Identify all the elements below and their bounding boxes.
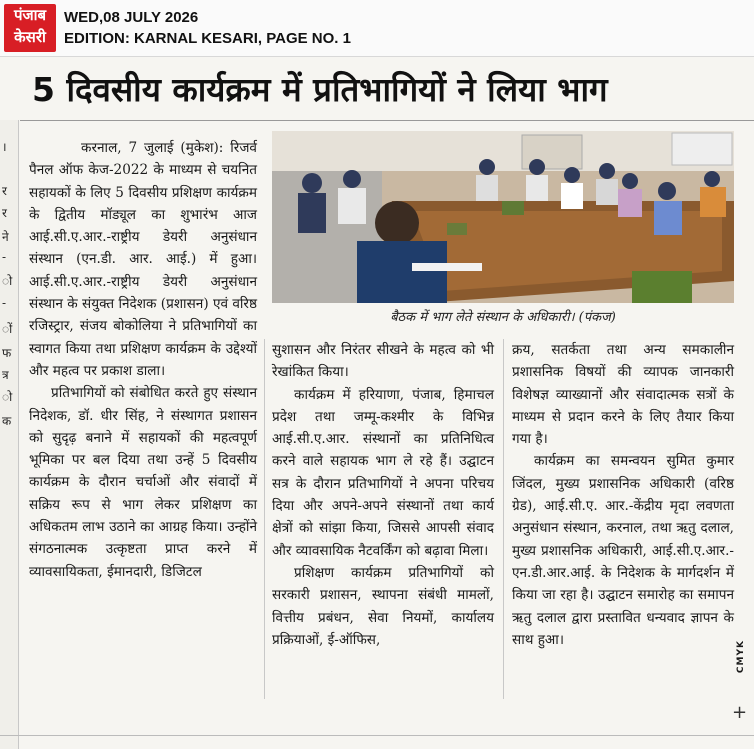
edition-date: WED,08 JULY 2026 xyxy=(64,9,199,26)
adjacent-article-strip: । र र ने - ो - ों फ त्र ो क xyxy=(0,120,19,749)
paragraph: करनाल, 7 जुलाई (मुकेश): रिजर्व पैनल ऑफ केज-2022 के माध्यम से चयनित सहायकों के लिए 5 दिवसीय प्रशिक्षण कार्यक्रम के द्वितीय मॉड्यूल का शुभारंभ आज आई.सी.ए.आर.-राष्ट्रीय डेयरी अनुसंधान संस्थान (एन.डी. आर. आई.) में हुआ। आई.सी.ए.आर.-राष्ट्रीय डेयरी अनुसंधान संस्थान के संयुक्त निदेशक (प्रशासन) एवं वरिष्ठ रजिस्ट्रार, संजय बोकोलिया ने प्रतिभागियों का स्वागत किया तथा प्रशिक्षण कार्यक्रम के उद्देश्यों और महत्व पर प्रकाश डाला। xyxy=(29,140,257,379)
paragraph: क्रय, सतर्कता तथा अन्य समकालीन प्रशासनिक विषयों की व्यापक जानकारी विशेषज्ञ व्याख्यानों और संवादात्मक सत्रों के माध्यम से प्रदान करने के लिए तैयार किया गया है। xyxy=(512,342,734,448)
paragraph: प्रशिक्षण कार्यक्रम प्रतिभागियों को सरकारी प्रशासन, स्थापना संबंधी मामलों, वित्तीय प्रबंधन, सेवा नियमों, कार्यालय प्रक्रियाओं, ई-ऑफिस, xyxy=(272,564,494,648)
column-divider xyxy=(264,339,265,699)
article-column-3 xyxy=(512,339,734,651)
edition-label: EDITION: KARNAL KESARI, PAGE NO. 1 xyxy=(64,30,351,47)
meeting-photo xyxy=(272,131,734,303)
meeting-photo-illustration xyxy=(272,131,734,303)
headline-rule xyxy=(20,120,754,121)
edition-info xyxy=(64,7,351,49)
newspaper-logo xyxy=(4,4,56,52)
photo-caption: बैठक में भाग लेते संस्थान के अधिकारी। (पंकज) xyxy=(390,310,616,325)
paragraph: कार्यक्रम में हरियाणा, पंजाब, हिमाचल प्रदेश तथा जम्मू-कश्मीर के विभिन्न आई.सी.ए.आर. संस्थानों का प्रतिनिधित्व करने वाले सहायक भाग ले रहे हैं। उद्घाटन सत्र के दौरान प्रतिभागियों ने अपना परिचय दिया और अपने-अपने संस्थानों तथा कार्य क्षेत्रों को सांझा किया, जिससे आपसी संवाद और व्यावसायिक नैटवर्किंग को बढ़ावा मिला। xyxy=(272,386,494,559)
cmyk-print-mark: CMYK xyxy=(736,640,746,674)
logo-line-1: पंजाब xyxy=(13,6,47,24)
masthead-bar xyxy=(0,0,754,57)
article-column-2 xyxy=(272,339,494,651)
bottom-rule xyxy=(0,735,754,736)
registration-mark: + xyxy=(732,702,748,723)
paragraph: कार्यक्रम का समन्वयन सुमित कुमार जिंदल, मुख्य प्रशासनिक अधिकारी (वरिष्ठ ग्रेड), आई.सी.ए. आर.-केंद्रीय मृदा लवणता अनुसंधान संस्थान, करनाल, तथा ऋतु दलाल, मुख्य प्रशासनिक अधिकारी, आई.सी.ए.आर.-एन.डी.आर.आई. के निदेशक के मार्गदर्शन में किया जा रहा है। उद्घाटन समारोह का समापन ऋतु दलाल द्वारा प्रस्तावित धन्यवाद ज्ञापन के साथ हुआ। xyxy=(512,453,734,648)
logo-line-2: केसरी xyxy=(14,28,46,46)
column-divider xyxy=(503,339,504,699)
article-column-1 xyxy=(29,137,257,583)
headline: 5 दिवसीय कार्यक्रम में प्रतिभागियों ने लिया भाग xyxy=(32,70,608,109)
paragraph: सुशासन और निरंतर सीखने के महत्व को भी रेखांकित किया। xyxy=(272,342,494,381)
paragraph: प्रतिभागियों को संबोधित करते हुए संस्थान निदेशक, डॉ. धीर सिंह, ने संस्थागत प्रशासन को सुदृढ़ बनाने में सहायकों की महत्वपूर्ण भूमिका पर बल दिया तथा उन्हें 5 दिवसीय कार्यक्रम के दौरान चर्चाओं और संवादों में सक्रिय रूप से भाग लेकर प्रशिक्षण का अधिकतम लाभ उठाने का आग्रह किया। उन्होंने संगठनात्मक उत्कृष्टता प्राप्त करने में व्यावसायिकता, ईमानदारी, डिजिटल xyxy=(29,385,257,580)
